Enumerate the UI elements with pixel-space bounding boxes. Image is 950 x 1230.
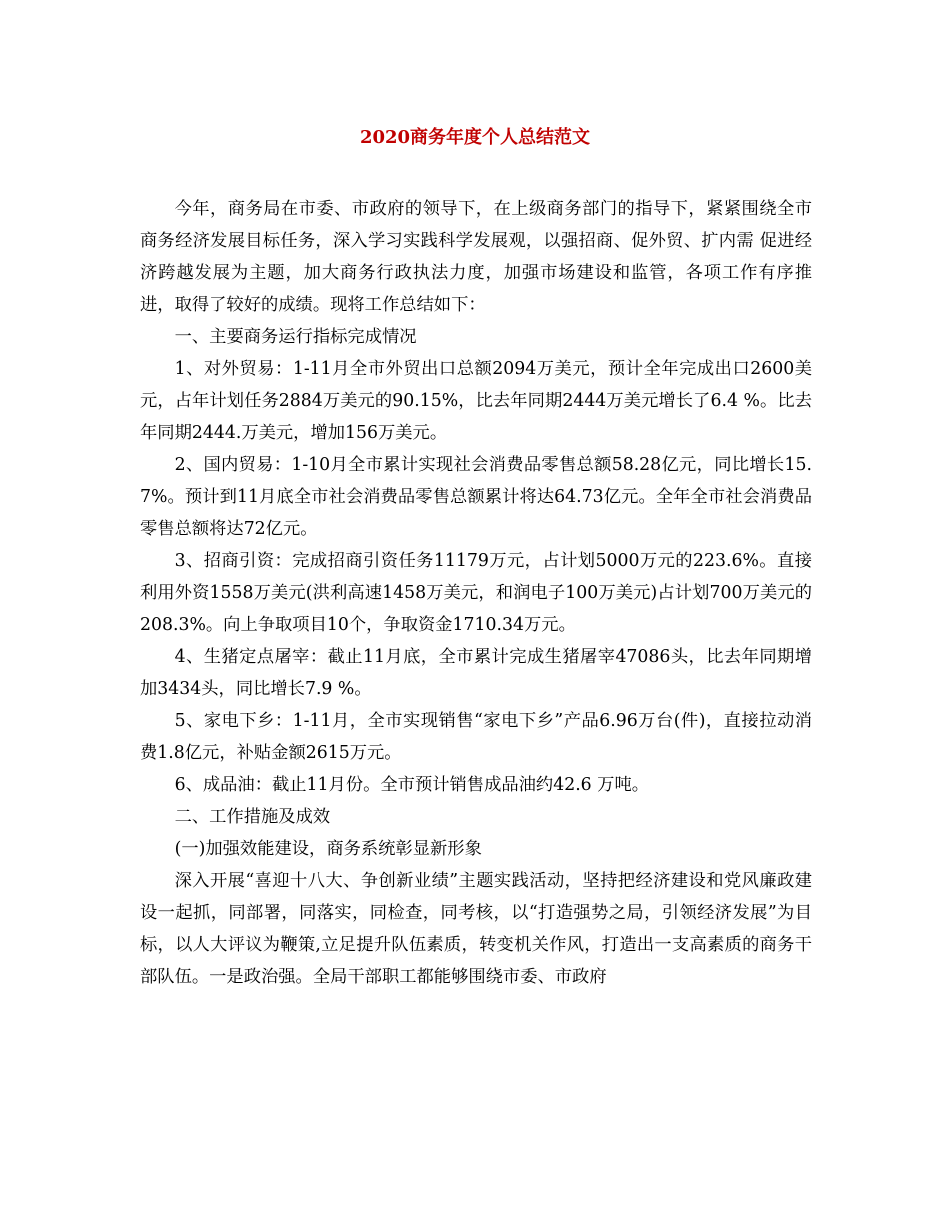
subsection-heading-efficiency: (一)加强效能建设，商务系统彰显新形象 bbox=[174, 839, 482, 859]
paragraph-appliances: 5、家电下乡：1-11月，全市实现销售“家电下乡”产品6.96万台(件)，直接拉动消费1.8亿元，补贴金额2615万元。 bbox=[140, 711, 812, 763]
paragraph-foreign-trade: 1、对外贸易：1-11月全市外贸出口总额2094万美元，预计全年完成出口2600美元，占年计划任务2884万美元的90.15%，比去年同期2444万美元增长了6.4 %。比去年同期2444.万美元，增加156万美元。 bbox=[140, 359, 812, 443]
paragraph-investment: 3、招商引资：完成招商引资任务11179万元，占计划5000万元的223.6%。直接利用外资1558万美元(洪利高速1458万美元，和润电子100万美元)占计划700万美元的208.3%。向上争取项目10个，争取资金1710.34万元。 bbox=[140, 551, 812, 635]
section-heading-indicators: 一、主要商务运行指标完成情况 bbox=[174, 327, 417, 347]
paragraph-activities: 深入开展“喜迎十八大、争创新业绩”主题实践活动，坚持把经济建设和党风廉政建设一起抓，同部署，同落实，同检查，同考核，以“打造强势之局，引领经济发展”为目标，以人大评议为鞭策,立足提升队伍素质，转变机关作风，打造出一支高素质的商务干部队伍。一是政治强。全局干部职工都能够围绕市委、市政府 bbox=[140, 871, 812, 987]
document-body bbox=[140, 193, 812, 993]
section-heading-measures: 二、工作措施及成效 bbox=[174, 807, 331, 827]
paragraph-oil: 6、成品油：截止11月份。全市预计销售成品油约42.6 万吨。 bbox=[174, 775, 650, 795]
document-title: 2020商务年度个人总结范文 bbox=[359, 127, 591, 148]
paragraph-domestic-trade: 2、国内贸易：1-10月全市累计实现社会消费品零售总额58.28亿元，同比增长15.7%。预计到11月底全市社会消费品零售总额累计将达64.73亿元。全年全市社会消费品零售总额将达72亿元。 bbox=[140, 455, 812, 539]
paragraph-pig-slaughter: 4、生猪定点屠宰：截止11月底，全市累计完成生猪屠宰47086头，比去年同期增加3434头，同比增长7.9 %。 bbox=[140, 647, 812, 699]
paragraph-intro: 今年，商务局在市委、市政府的领导下，在上级商务部门的指导下，紧紧围绕全市商务经济发展目标任务，深入学习实践科学发展观，以强招商、促外贸、扩内需 促进经济跨越发展为主题，加大商务行政执法力度，加强市场建设和监管，各项工作有序推进，取得了较好的成绩。现将工作总结如下： bbox=[140, 199, 812, 315]
